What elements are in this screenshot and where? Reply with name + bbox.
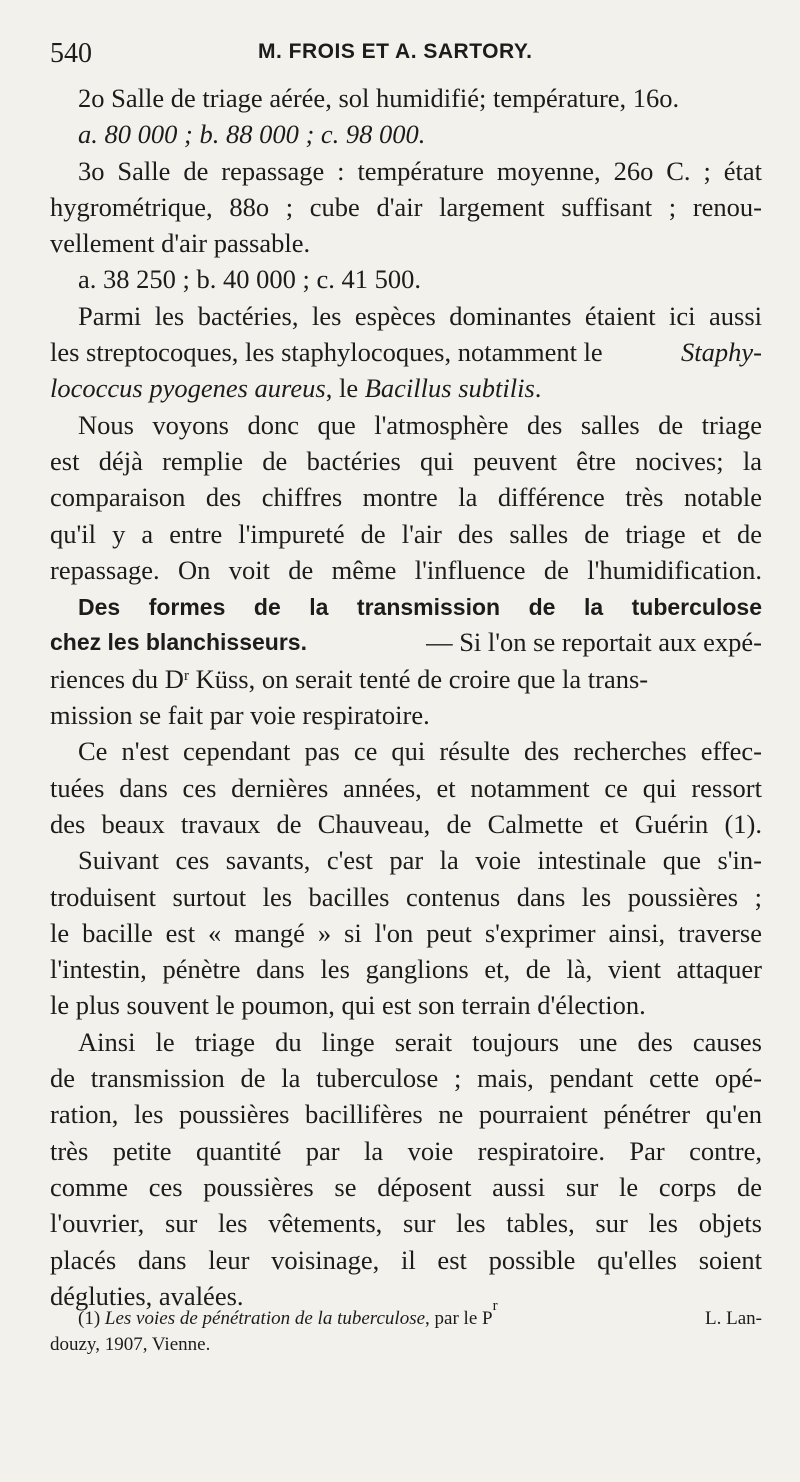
text-line: Suivant ces savants, c'est par la voie intestinale que s'in- (78, 845, 762, 876)
section-heading (50, 588, 762, 624)
text-line: tuées dans ces dernières années, et notamment ce qui ressort (50, 772, 762, 803)
text-line: de transmission de la tuberculose ; mais, pendant cette opé- (50, 1063, 762, 1094)
text-line: a. 80 000 ; b. 88 000 ; c. 98 000. (78, 119, 426, 150)
text-line: des beaux travaux de Chauveau, de Calmette et Guérin (1). (50, 808, 762, 839)
running-title: M. FROIS ET A. SARTORY. (258, 40, 533, 63)
page-header (50, 34, 762, 74)
text-line (50, 661, 762, 697)
text-line: le plus souvent le poumon, qui est son terrain d'élection. (50, 990, 646, 1021)
text-line (50, 334, 762, 370)
text-line: l'intestin, pénètre dans les ganglions et, de là, vient attaquer (50, 954, 762, 985)
text-line: qu'il y a entre l'impureté de l'air des salles de triage et de (50, 518, 762, 549)
text-line: vellement d'air passable. (50, 228, 311, 259)
text-span: , le (325, 373, 365, 404)
text-span: Küss, on serait tenté de croire que la trans- (188, 663, 649, 694)
text-line: l'ouvrier, sur les vêtements, sur les tables, sur les objets (50, 1208, 762, 1239)
text-line: troduisent surtout les bacilles contenus dans les poussières ; (50, 881, 762, 912)
text-line (50, 624, 762, 660)
page-body (50, 80, 762, 1314)
section-heading-text: chez les blanchisseurs. (50, 629, 307, 656)
text-line (50, 116, 762, 152)
text-line: très petite quantité par la voie respiratoire. Par contre, (50, 1135, 762, 1166)
text-line: Ce n'est cependant pas ce qui résulte des recherches effec- (78, 736, 762, 767)
footnote-marker: (1) (78, 1308, 105, 1329)
text-span: riences du D (50, 663, 184, 694)
text-line: Nous voyons donc que l'atmosphère des salles de triage (78, 409, 762, 440)
text-line: Parmi les bactéries, les espèces dominantes étaient ici aussi (78, 300, 762, 331)
text-line: 3o Salle de repassage : température moyenne, 26o C. ; état (78, 155, 762, 186)
footnote-title: Les voies de pénétration de la tuberculose (104, 1308, 426, 1329)
text-line: comme ces poussières se déposent aussi sur le corps de (50, 1171, 762, 1202)
text-line: le bacille est « mangé » si l'on peut s'exprimer ainsi, traverse (50, 917, 762, 948)
text-line (50, 370, 762, 406)
footnote (50, 1298, 762, 1358)
text-span: L. Lan- (705, 1308, 762, 1329)
text-line: comparaison des chiffres montre la différence très notable (50, 482, 762, 513)
text-span: , par le P (425, 1308, 493, 1329)
text-line: a. 38 250 ; b. 40 000 ; c. 41 500. (78, 264, 421, 295)
footnote-line: douzy, 1907, Vienne. (50, 1334, 211, 1355)
superscript: r (492, 1298, 498, 1314)
species-name: Staphy- (681, 337, 762, 368)
text-span: — Si l'on se reportait aux expé- (426, 627, 762, 658)
text-line: est déjà remplie de bactéries qui peuvent être nocives; la (50, 445, 762, 476)
text-line: 2o Salle de triage aérée, sol humidifié; température, 16o. (78, 83, 680, 113)
species-name: Bacillus subtilis (364, 373, 535, 404)
text-line: Ainsi le triage du linge serait toujours une des causes (78, 1026, 762, 1057)
text-line: hygrométrique, 88o ; cube d'air largement suffisant ; renou- (50, 191, 762, 222)
species-name: lococcus pyogenes aureus (50, 373, 326, 404)
superscript: r (183, 667, 189, 684)
page-number: 540 (50, 38, 92, 69)
text-line: ration, les poussières bacillifères ne pourraient pénétrer qu'en (50, 1099, 762, 1130)
text-span: les streptocoques, les staphylocoques, notamment le (50, 337, 603, 368)
text-line: dégluties, avalées. (50, 1280, 244, 1311)
text-line: repassage. On voit de même l'influence de l'humidification. (50, 554, 762, 585)
text-span: . (534, 373, 542, 404)
text-line: placés dans leur voisinage, il est possible qu'elles soient (50, 1244, 762, 1275)
footnote-line (50, 1298, 762, 1332)
section-heading-text: Des formes de la transmission de la tuberculose (78, 594, 762, 621)
text-line: mission se fait par voie respiratoire. (50, 700, 430, 731)
